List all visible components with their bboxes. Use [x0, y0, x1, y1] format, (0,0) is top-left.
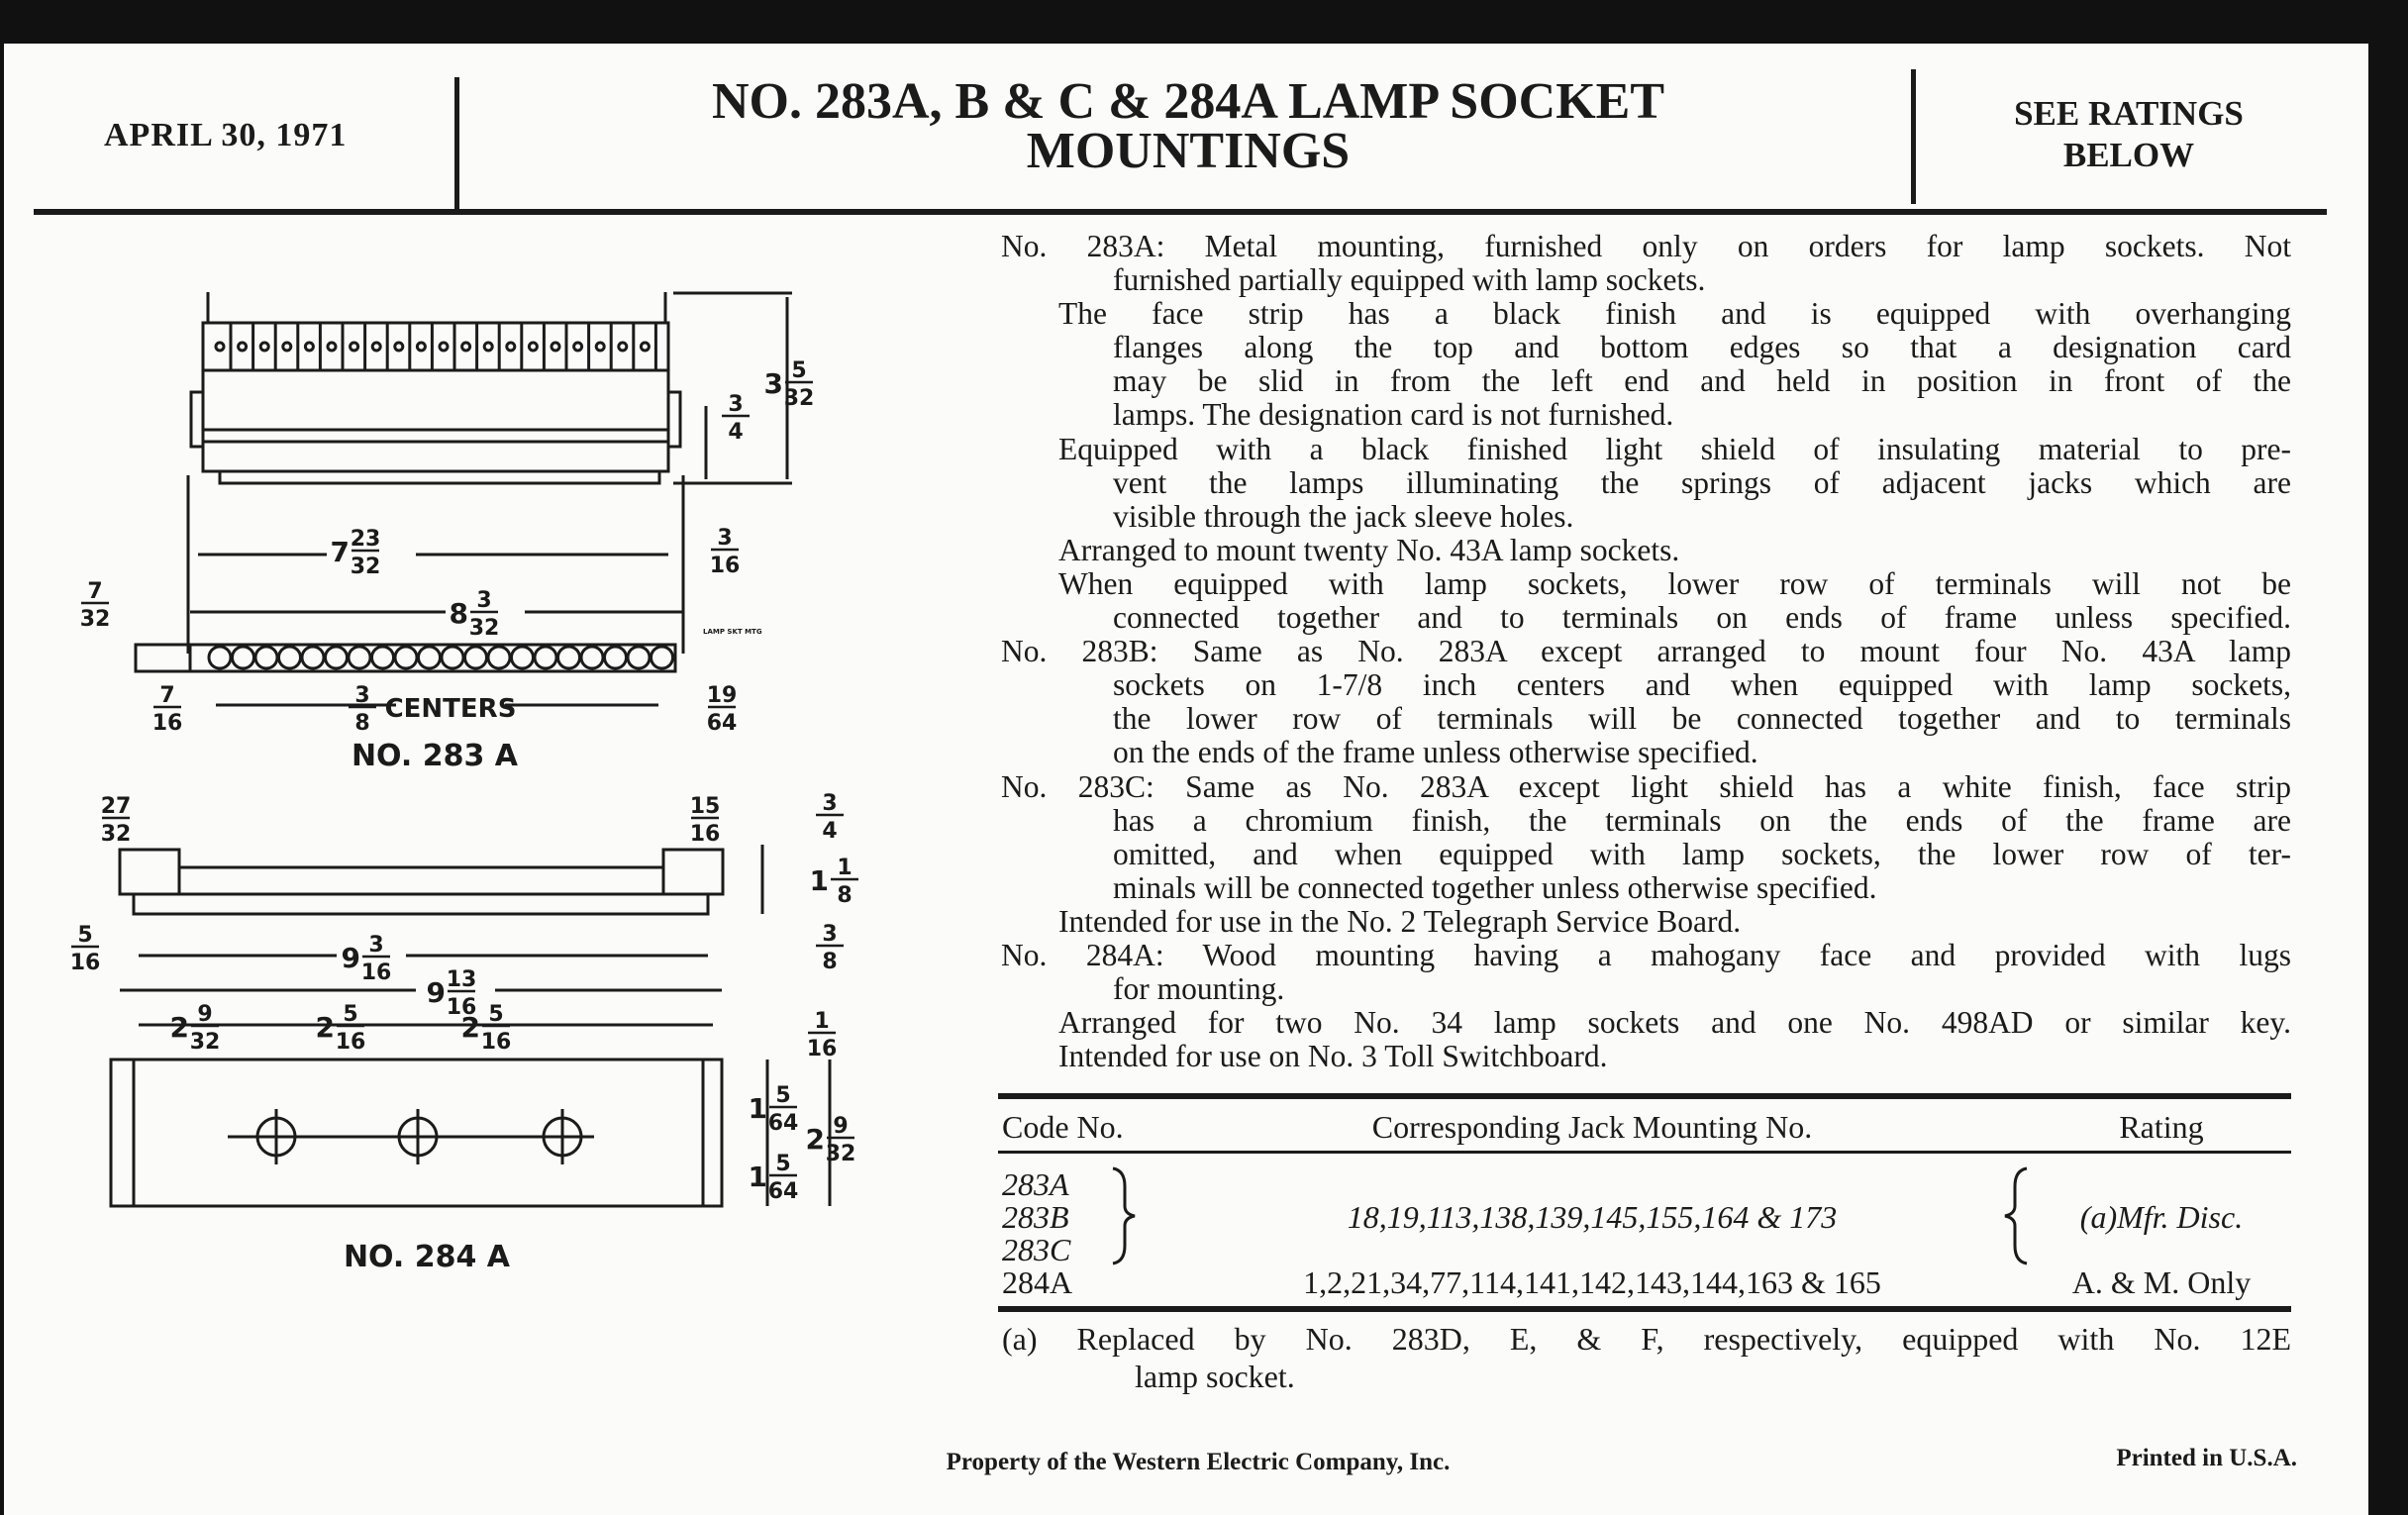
dimension-whole: 2: [805, 1123, 825, 1156]
dimension-whole: 2: [169, 1011, 189, 1044]
end-lug: [191, 392, 203, 447]
dimension-whole: 1: [748, 1092, 767, 1125]
column-header-rating: Rating: [2119, 1109, 2204, 1145]
dimension-denominator: 16: [709, 554, 741, 578]
rating-line-2: BELOW: [2062, 136, 2195, 174]
header-divider: [1911, 69, 1916, 204]
terminal-hole: [529, 343, 537, 351]
text-line: on the ends of the frame unless otherwise specified.: [1113, 735, 1758, 770]
dimension-numerator: 1: [837, 856, 853, 880]
text-line: may be slid in from the left end and held in position in front of the: [1113, 363, 2291, 399]
dimension-numerator: 5: [77, 923, 93, 948]
terminal-hole: [216, 343, 224, 351]
dimension-denominator: 32: [783, 386, 815, 411]
text-line: minals will be connected together unless otherwise specified.: [1113, 869, 1877, 905]
dimension-denominator: 32: [350, 555, 381, 579]
dimension-numerator: 3: [368, 933, 384, 958]
dimension-label: [80, 579, 111, 632]
dimension-denominator: 32: [100, 822, 132, 847]
dimension-numerator: 5: [343, 1002, 358, 1027]
dimension-numerator: 3: [728, 392, 744, 417]
description-text: [1001, 230, 2291, 1073]
dimension-label: [810, 856, 858, 908]
text-line: the lower row of terminals will be connected together and to terminals: [1113, 701, 2291, 737]
terminal-strip: [203, 323, 668, 370]
text-line: has a chromium finish, the terminals on the ends of the frame are: [1113, 802, 2291, 838]
lamp-hole: [233, 647, 254, 668]
text-line: vent the lamps illuminating the springs of adjacent jacks which are: [1113, 464, 2291, 500]
lamp-hole: [372, 647, 394, 668]
dimension-denominator: 8: [354, 711, 370, 736]
face-strip: [203, 370, 668, 430]
text-line: Equipped with a black finished light shield of insulating material to pre-: [1058, 431, 2291, 466]
ratings-table: [998, 1089, 2291, 1406]
dimension-numerator: 3: [717, 526, 733, 551]
title-line-1: NO. 283A, B & C & 284A LAMP SOCKET: [711, 73, 1665, 130]
dimension-whole: 9: [426, 976, 446, 1009]
terminal-hole: [305, 343, 313, 351]
text-line: for mounting.: [1113, 971, 1285, 1007]
lamp-hole: [488, 647, 510, 668]
lamp-hole: [419, 647, 441, 668]
dimension-numerator: 3: [476, 588, 492, 613]
centers-label: CENTERS: [384, 694, 517, 724]
dimension-whole: 2: [460, 1011, 480, 1044]
left-brace-icon: [1993, 1166, 2033, 1265]
dimension-numerator: 23: [350, 527, 381, 552]
dimension-drawings: [0, 0, 990, 1386]
dimension-denominator: 16: [806, 1037, 838, 1061]
text-line: lamps. The designation card is not furnished.: [1113, 397, 1674, 433]
dimension-denominator: 64: [706, 711, 738, 736]
dimension-label: [331, 527, 381, 579]
dimension-denominator: 32: [468, 616, 500, 641]
text-line: No. 284A: Wood mounting having a mahogany face and provided with lugs: [1001, 937, 2291, 972]
terminal-hole: [283, 343, 291, 351]
dimension-numerator: 15: [689, 794, 721, 819]
terminal-hole: [484, 343, 492, 351]
terminal-hole: [351, 343, 358, 351]
dimension-label: [101, 794, 132, 847]
dimension-label: [170, 1002, 221, 1055]
dimension-numerator: 3: [822, 791, 838, 816]
dimension-numerator: 7: [159, 683, 175, 708]
rating-note: [1921, 93, 2337, 176]
code-cell: 283B: [1002, 1199, 1069, 1235]
dimension-denominator: 16: [360, 960, 392, 985]
rating-line-1: SEE RATINGS: [2014, 94, 2244, 133]
end-block: [663, 850, 723, 894]
terminal-hole: [260, 343, 268, 351]
text-line: furnished partially equipped with lamp sockets.: [1113, 262, 1706, 298]
lamp-hole: [302, 647, 324, 668]
dimension-denominator: 8: [837, 883, 853, 908]
table-bottom-rule: [998, 1306, 2291, 1312]
text-line: omitted, and when equipped with lamp sockets, the lower row of ter-: [1113, 836, 2291, 871]
dimension-whole: 9: [341, 942, 360, 974]
dimension-numerator: 5: [791, 358, 807, 383]
column-header-code: Code No.: [1002, 1109, 1124, 1145]
table-top-rule: [998, 1093, 2291, 1099]
dimension-denominator: 8: [822, 950, 838, 974]
light-shield: [203, 430, 668, 471]
text-line: sockets on 1-7/8 inch centers and when equipped with lamp sockets,: [1113, 667, 2291, 703]
text-line: flanges along the top and bottom edges so that a designation card: [1113, 330, 2291, 365]
drawing-label-283a: NO. 283 A: [351, 739, 519, 773]
dimension-whole: 8: [449, 597, 468, 630]
jack-cell: 1,2,21,34,77,114,141,142,143,144,163 & 165: [1303, 1264, 1881, 1300]
table-header-rule: [998, 1151, 2291, 1154]
text-line: visible through the jack sleeve holes.: [1113, 498, 1574, 534]
terminal-hole: [596, 343, 604, 351]
dimension-numerator: 5: [488, 1002, 504, 1027]
lamp-hole: [652, 647, 673, 668]
dimension-label: [722, 392, 750, 445]
dimension-numerator: 1: [814, 1009, 830, 1034]
dimension-denominator: 64: [767, 1179, 799, 1204]
text-line: The face strip has a black finish and is equipped with overhanging: [1058, 296, 2291, 332]
end-lug: [668, 392, 680, 447]
dimension-label: [749, 1152, 799, 1204]
dimension-denominator: 4: [728, 420, 744, 445]
dimension-denominator: 16: [151, 711, 183, 736]
lamp-hole: [512, 647, 534, 668]
dimension-denominator: 32: [825, 1142, 856, 1166]
dimension-label: [152, 683, 183, 736]
dimension-denominator: 16: [689, 822, 721, 847]
dimension-whole: 1: [748, 1161, 767, 1193]
dimension-label: [70, 923, 101, 975]
dimension-numerator: 5: [775, 1083, 791, 1108]
text-line: connected together and to terminals on ends of frame unless specified.: [1113, 600, 2291, 636]
terminal-hole: [619, 343, 627, 351]
text-line: No. 283A: Metal mounting, furnished only on orders for lamp sockets. Not: [1001, 229, 2291, 263]
dimension-denominator: 16: [446, 995, 477, 1020]
lamp-hole: [558, 647, 580, 668]
dimension-numerator: 13: [446, 967, 477, 992]
dimension-label: [807, 1009, 838, 1061]
footnote-line: (a) Replaced by No. 283D, E, & F, respectively, equipped with No. 12E: [1002, 1321, 2291, 1357]
dimension-whole: 7: [330, 536, 350, 568]
terminal-hole: [552, 343, 559, 351]
dimension-denominator: 64: [767, 1111, 799, 1136]
dimension-numerator: 27: [100, 794, 132, 819]
lamp-hole: [209, 647, 231, 668]
dimension-denominator: 16: [480, 1030, 512, 1055]
terminal-hole: [507, 343, 515, 351]
code-cell: 284A: [1002, 1264, 1073, 1300]
dimension-whole: 1: [809, 864, 829, 897]
footnote-line: lamp socket.: [1135, 1359, 1295, 1394]
code-cell: 283C: [1002, 1232, 1071, 1267]
dimension-label: [349, 683, 376, 736]
dimension-denominator: 16: [335, 1030, 366, 1055]
lamp-hole: [255, 647, 277, 668]
lamp-hole: [581, 647, 603, 668]
end-block: [120, 850, 179, 894]
dimension-numerator: 9: [833, 1114, 849, 1139]
rating-cell: A. & M. Only: [2071, 1264, 2252, 1300]
lamp-hole: [628, 647, 650, 668]
text-line: Arranged for two No. 34 lamp sockets and one No. 498AD or similar key.: [1058, 1005, 2291, 1041]
dimension-label: [707, 683, 738, 736]
terminal-hole: [641, 343, 649, 351]
terminal-hole: [417, 343, 425, 351]
dimension-numerator: 5: [775, 1152, 791, 1176]
column-header-jack: Corresponding Jack Mounting No.: [1371, 1109, 1813, 1145]
dimension-denominator: 16: [69, 951, 101, 975]
dimension-numerator: 19: [706, 683, 738, 708]
lamp-hole: [326, 647, 348, 668]
lamp-hole: [279, 647, 301, 668]
dimension-label: [749, 1083, 799, 1136]
dimension-whole: 2: [315, 1011, 335, 1044]
lamp-hole: [535, 647, 556, 668]
lamp-hole: [465, 647, 487, 668]
terminal-hole: [372, 343, 380, 351]
terminal-hole: [328, 343, 336, 351]
terminal-hole: [239, 343, 247, 351]
jack-cell: 18,19,113,138,139,145,155,164 & 173: [1347, 1199, 1838, 1235]
shield-lip: [220, 471, 659, 483]
lamp-hole: [442, 647, 463, 668]
dimension-label: [764, 358, 815, 411]
dimension-numerator: 9: [197, 1002, 213, 1027]
dimension-label: [450, 588, 500, 641]
dimension-label: [316, 1002, 366, 1055]
text-line: No. 283B: Same as No. 283A except arranged to mount four No. 43A lamp: [1001, 634, 2291, 669]
dimension-denominator: 32: [189, 1030, 221, 1055]
footer-ownership: Property of the Western Electric Company, Inc.: [946, 1449, 1451, 1475]
dimension-whole: 3: [763, 367, 783, 400]
terminal-hole: [462, 343, 470, 351]
lamp-hole: [605, 647, 627, 668]
dimension-label: [690, 794, 721, 847]
dimension-numerator: 3: [354, 683, 370, 708]
drawing-label-284a: NO. 284 A: [343, 1240, 511, 1274]
dimension-label: [816, 791, 844, 844]
dimension-denominator: 32: [79, 607, 111, 632]
dimension-numerator: 7: [87, 579, 103, 604]
lamp-hole: [349, 647, 370, 668]
dimension-label: [342, 933, 392, 985]
footer-printed: Printed in U.S.A.: [2116, 1445, 2297, 1471]
terminal-hole: [395, 343, 403, 351]
rating-cell: (a)Mfr. Disc.: [2079, 1199, 2244, 1235]
lamp-note: LAMP SKT MTG: [703, 628, 762, 636]
lamp-hole: [395, 647, 417, 668]
dimension-label: [816, 922, 844, 974]
terminal-hole: [574, 343, 582, 351]
title-line-2: MOUNTINGS: [1026, 123, 1351, 179]
end-block: [136, 645, 190, 671]
dimension-label: [710, 526, 741, 578]
text-line: Intended for use on No. 3 Toll Switchboard.: [1058, 1039, 1608, 1074]
text-line: Arranged to mount twenty No. 43A lamp sockets.: [1058, 532, 1680, 567]
text-line: Intended for use in the No. 2 Telegraph Service Board.: [1058, 903, 1742, 939]
code-cell: 283A: [1002, 1166, 1069, 1202]
terminal-hole: [440, 343, 448, 351]
dimension-numerator: 3: [822, 922, 838, 947]
side-body: [179, 867, 663, 894]
dimension-denominator: 4: [822, 819, 838, 844]
issue-date: APRIL 30, 1971: [104, 117, 348, 153]
side-base: [134, 894, 708, 914]
text-line: When equipped with lamp sockets, lower row of terminals will not be: [1058, 565, 2291, 601]
text-line: No. 283C: Same as No. 283A except light shield has a white finish, face strip: [1001, 768, 2291, 804]
